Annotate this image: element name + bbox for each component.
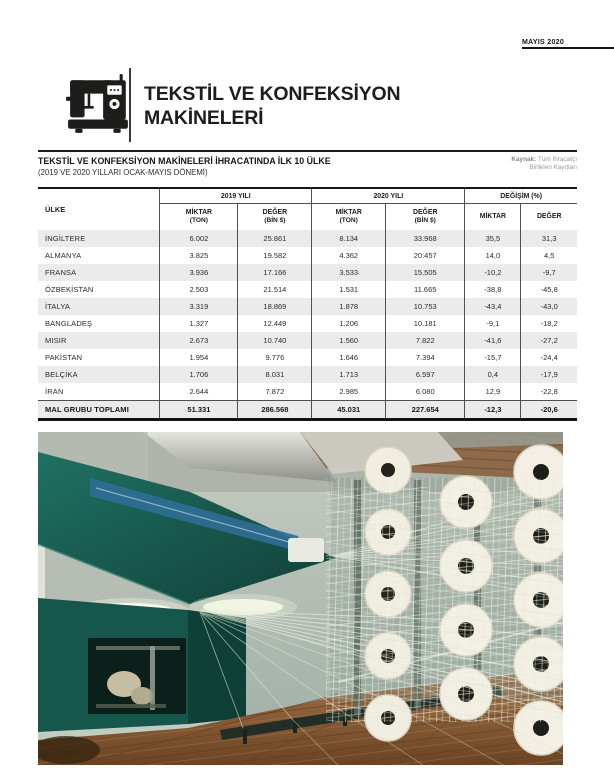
page-title xyxy=(144,82,400,130)
export-table xyxy=(38,187,577,421)
col-2020-miktar: MİKTAR (TON) xyxy=(312,204,386,231)
source-label: Kaynak: xyxy=(511,156,537,163)
col-group-2020: 2020 YILI xyxy=(312,188,465,204)
col-change-deger: DEĞER xyxy=(521,204,577,231)
bobbin-creel xyxy=(326,445,563,755)
col-group-change: DEĞİŞİM (%) xyxy=(465,188,577,204)
source-note xyxy=(511,156,577,171)
export-table-wrap xyxy=(38,187,577,421)
table-row: MISIR 2.673 10.740 1.560 7.822 -41,6 -27,2 xyxy=(38,332,577,349)
issue-date xyxy=(522,39,614,49)
table-row: FRANSA 3.936 17.166 3.533 15.505 -10,2 -9,7 xyxy=(38,264,577,281)
col-change-miktar: MİKTAR xyxy=(465,204,521,231)
col-2020-deger: DEĞER (BİN $) xyxy=(386,204,465,231)
col-country: ÜLKE xyxy=(45,205,66,214)
table-row: İRAN 2.644 7.872 2.985 6.080 12,9 -22,8 xyxy=(38,383,577,401)
header-divider xyxy=(129,68,131,142)
col-2019-miktar: MİKTAR (TON) xyxy=(160,204,238,231)
source-line2: Birlikleri Kayıtları xyxy=(529,163,577,171)
table-caption-text xyxy=(38,156,331,177)
table-row: ÖZBEKİSTAN 2.503 21.514 1.531 11.665 -38,8 -45,8 xyxy=(38,281,577,298)
source-line1: Tüm İhracatçı xyxy=(537,156,577,163)
table-subtitle: (2019 VE 2020 YILLARI OCAK-MAYIS DÖNEMİ) xyxy=(38,168,208,177)
total-row: MAL GRUBU TOPLAMI 51.331 286.568 45.031 227.654 -12,3 -20,6 xyxy=(38,401,577,420)
issue-date-label: MAYIS 2020 xyxy=(522,39,565,46)
factory-photo xyxy=(38,432,563,765)
table-row: İTALYA 3.319 18.869 1.878 10.753 -43,4 -43,0 xyxy=(38,298,577,315)
table-row: PAKİSTAN 1.954 9.776 1.646 7.394 -15,7 -24,4 xyxy=(38,349,577,366)
sewing-machine-icon xyxy=(66,72,132,138)
page-title-line1: TEKSTİL VE KONFEKSİYON xyxy=(144,83,401,105)
table-row: ALMANYA 3.825 19.582 4.362 20.457 14,0 4,5 xyxy=(38,247,577,264)
table-title: TEKSTİL VE KONFEKSİYON MAKİNELERİ İHRACATINDA İLK 10 ÜLKE xyxy=(38,156,331,166)
table-caption xyxy=(38,156,577,177)
table-row: İNGİLTERE 6.002 25.861 8.134 33.968 35,5 31,3 xyxy=(38,230,577,247)
col-group-2019: 2019 YILI xyxy=(160,188,312,204)
table-group-header-row xyxy=(38,188,577,204)
table-row: BELÇİKA 1.706 8.031 1.713 6.597 0,4 -17,9 xyxy=(38,366,577,383)
page-title-line2: MAKİNELERİ xyxy=(144,107,264,129)
section-rule xyxy=(38,150,577,152)
col-2019-deger: DEĞER (BİN $) xyxy=(238,204,312,231)
table-row: BANGLADEŞ 1.327 12.449 1.206 10.181 -9,1 -18,2 xyxy=(38,315,577,332)
